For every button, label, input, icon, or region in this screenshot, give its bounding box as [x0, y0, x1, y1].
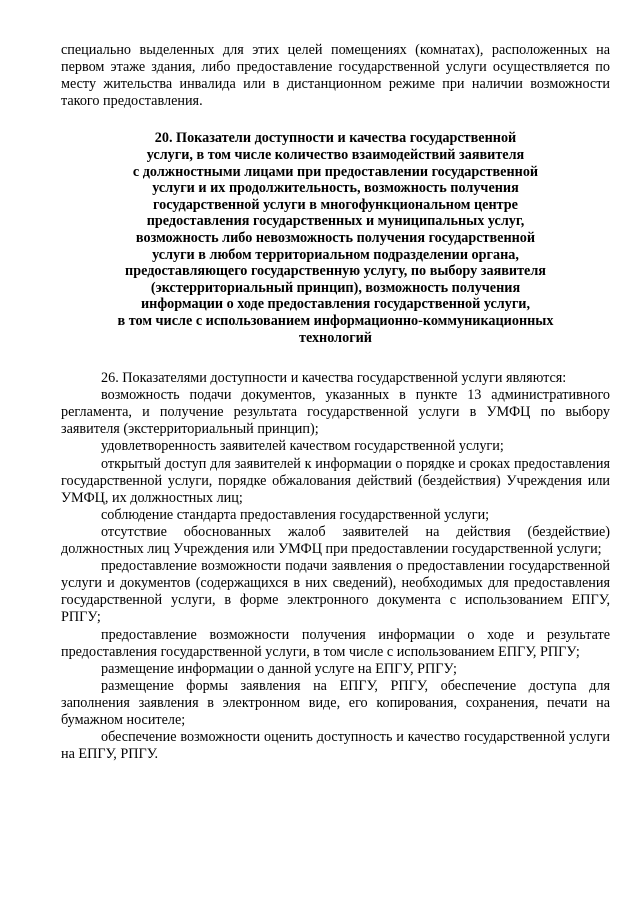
- paragraph-item: размещение формы заявления на ЕПГУ, РПГУ, обеспечение доступа для заполнения заявления в электронном виде, его копирования, сохранения, печати на бумажном носителе;: [61, 677, 610, 728]
- paragraph-item: обеспечение возможности оценить доступность и качество государственной услуги на ЕПГУ, РПГУ.: [61, 729, 610, 763]
- intro-paragraph: специально выделенных для этих целей помещениях (комнатах), расположенных на первом этаже здания, либо предоставление государственной услуги осуществляется по месту жительства инвалида или в дистанционном режиме при наличии возможности такого предоставления.: [61, 42, 610, 110]
- paragraph-item: отсутствие обоснованных жалоб заявителей на действия (бездействие) должностных лиц Учреждения или УМФЦ при предоставлении государственной услуги;: [61, 523, 610, 558]
- paragraph-item: предоставление возможности подачи заявления о предоставлении государственной услуги и документов (содержащихся в них сведений), необходимых для предоставления государственной услуги, в форме электронного документа с использованием ЕПГУ, РПГУ;: [61, 558, 610, 626]
- heading-line: предоставления государственных и муниципальных услуг,: [146, 213, 525, 230]
- paragraph-item: предоставление возможности получения информации о ходе и результате предоставления государственной услуги, в том числе с использованием ЕПГУ, РПГУ;: [61, 626, 610, 660]
- heading-line: (экстерриториальный принцип), возможность получения: [150, 279, 521, 296]
- heading-line: в том числе с использованием информационно-коммуникационных: [117, 312, 554, 329]
- heading-line: услуги, в том числе количество взаимодействий заявителя: [146, 146, 525, 163]
- paragraph-item: возможность подачи документов, указанных в пункте 13 административного регламента, и получение результата государственной услуги в УМФЦ по выбору заявителя (экстерриториальный принцип);: [61, 387, 610, 438]
- paragraph-item: соблюдение стандарта предоставления государственной услуги;: [101, 506, 490, 523]
- section-spacer: [61, 346, 610, 370]
- heading-line: технологий: [298, 329, 372, 346]
- heading-line: государственной услуги в многофункциональном центре: [153, 196, 518, 213]
- paragraph-item: открытый доступ для заявителей к информации о порядке и сроках предоставления государственной услуги, порядке обжалования действий (бездействия) Учреждения или УМФЦ, их должностных лиц;: [61, 455, 610, 506]
- paragraph-item: 26. Показателями доступности и качества государственной услуги являются:: [101, 370, 567, 387]
- heading-line: возможность либо невозможность получения государственной: [135, 229, 536, 246]
- paragraph-item: удовлетворенность заявителей качеством государственной услуги;: [101, 438, 504, 455]
- heading-line: с должностными лицами при предоставлении государственной: [132, 163, 539, 180]
- paragraph-item: размещение информации о данной услуге на ЕПГУ, РПГУ;: [101, 660, 457, 677]
- heading-line: 20. Показатели доступности и качества государственной: [154, 130, 517, 147]
- heading-line: предоставляющего государственную услугу, по выбору заявителя: [125, 263, 546, 280]
- heading-line: услуги в любом территориальном подразделении органа,: [152, 246, 519, 263]
- section-heading: [61, 130, 610, 346]
- heading-line: услуги и их продолжительность, возможность получения: [152, 180, 519, 197]
- document-page: [61, 42, 610, 763]
- heading-line: информации о ходе предоставления государственной услуги,: [140, 296, 531, 313]
